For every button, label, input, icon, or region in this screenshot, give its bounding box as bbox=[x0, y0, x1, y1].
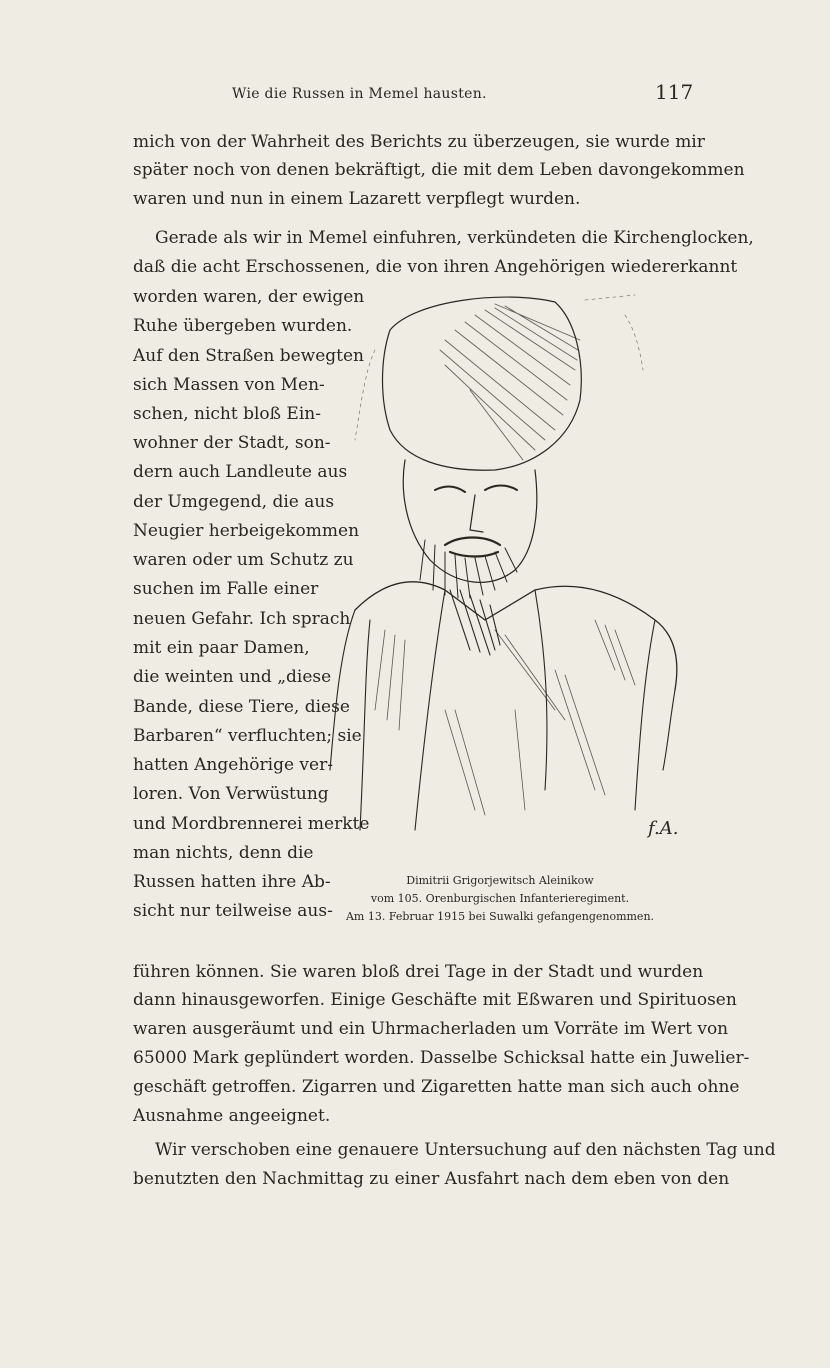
face-outline bbox=[403, 460, 537, 582]
cap-outline bbox=[383, 297, 582, 470]
portrait-illustration bbox=[295, 290, 705, 860]
text-line: und Mordbrennerei merkte bbox=[133, 814, 370, 834]
moustache bbox=[445, 538, 500, 557]
beard-hatching bbox=[420, 540, 517, 598]
text-line: daß die acht Erschossenen, die von ihren Angehörigen wiedererkannt bbox=[133, 257, 738, 277]
text-line: Wir verschoben eine genauere Untersuchung auf den nächsten Tag und bbox=[155, 1140, 776, 1160]
eyes bbox=[435, 486, 517, 493]
nose bbox=[470, 495, 483, 532]
text-line: Ruhe übergeben wurden. bbox=[133, 316, 353, 336]
coat-hatching bbox=[375, 620, 635, 815]
text-line: später noch von denen bekräftigt, die mit dem Leben davongekommen bbox=[133, 160, 745, 180]
figure-caption-line: vom 105. Orenburgischen Infanterieregiment. bbox=[370, 892, 630, 905]
page-number: 117 bbox=[655, 80, 694, 104]
text-line: der Umgegend, die aus bbox=[133, 492, 335, 512]
text-line: waren ausgeräumt und ein Uhrmacherladen um Vorräte im Wert von bbox=[133, 1019, 729, 1039]
coat-front bbox=[415, 590, 547, 830]
text-line: dern auch Landleute aus bbox=[133, 462, 348, 482]
text-line: suchen im Falle einer bbox=[133, 579, 319, 599]
text-line: geschäft getroffen. Zigarren und Zigaretten hatte man sich auch ohne bbox=[133, 1077, 740, 1097]
text-line: Auf den Straßen bewegten bbox=[133, 346, 365, 366]
artist-signature: f.A. bbox=[648, 818, 679, 839]
text-line: Ausnahme angeeignet. bbox=[133, 1106, 331, 1126]
text-line: man nichts, denn die bbox=[133, 843, 314, 863]
text-line: sich Massen von Men- bbox=[133, 375, 325, 395]
figure-caption-line: Am 13. Februar 1915 bei Suwalki gefangengenommen. bbox=[345, 910, 655, 923]
text-line: Russen hatten ihre Ab- bbox=[133, 872, 331, 892]
text-line: mich von der Wahrheit des Berichts zu überzeugen, sie wurde mir bbox=[133, 132, 705, 152]
text-line: dann hinausgeworfen. Einige Geschäfte mit Eßwaren und Spirituosen bbox=[133, 990, 737, 1010]
coat-outline bbox=[355, 582, 677, 690]
text-line: wohner der Stadt, son- bbox=[133, 433, 331, 453]
text-line: waren und nun in einem Lazarett verpflegt wurden. bbox=[133, 189, 581, 209]
text-line: waren oder um Schutz zu bbox=[133, 550, 354, 570]
cap-hatching bbox=[440, 304, 580, 460]
text-line: Gerade als wir in Memel einfuhren, verkündeten die Kirchenglocken, bbox=[155, 228, 754, 248]
text-line: neuen Gefahr. Ich sprach bbox=[133, 609, 351, 629]
text-line: die weinten und „diese bbox=[133, 667, 332, 687]
running-head: Wie die Russen in Memel hausten. bbox=[232, 86, 487, 102]
coat-right bbox=[635, 620, 675, 810]
coat-left bbox=[330, 610, 370, 830]
text-line: hatten Angehörige ver- bbox=[133, 755, 333, 775]
text-line: loren. Von Verwüstung bbox=[133, 784, 329, 804]
text-line: Bande, diese Tiere, diese bbox=[133, 697, 350, 717]
text-line: sicht nur teilweise aus- bbox=[133, 901, 333, 921]
text-line: benutzten den Nachmittag zu einer Ausfahrt nach dem eben von den bbox=[133, 1169, 730, 1189]
text-line: schen, nicht bloß Ein- bbox=[133, 404, 321, 424]
text-line: Barbaren“ verfluchten; sie bbox=[133, 726, 362, 746]
text-line: führen können. Sie waren bloß drei Tage in der Stadt und wurden bbox=[133, 962, 704, 982]
text-line: worden waren, der ewigen bbox=[133, 287, 365, 307]
figure-caption-line: Dimitrii Grigorjewitsch Aleinikow bbox=[406, 874, 594, 887]
text-line: Neugier herbeigekommen bbox=[133, 521, 360, 541]
text-line: mit ein paar Damen, bbox=[133, 638, 310, 658]
frame-marks bbox=[355, 295, 643, 440]
text-line: 65000 Mark geplündert worden. Dasselbe Schicksal hatte ein Juwelier- bbox=[133, 1048, 750, 1068]
